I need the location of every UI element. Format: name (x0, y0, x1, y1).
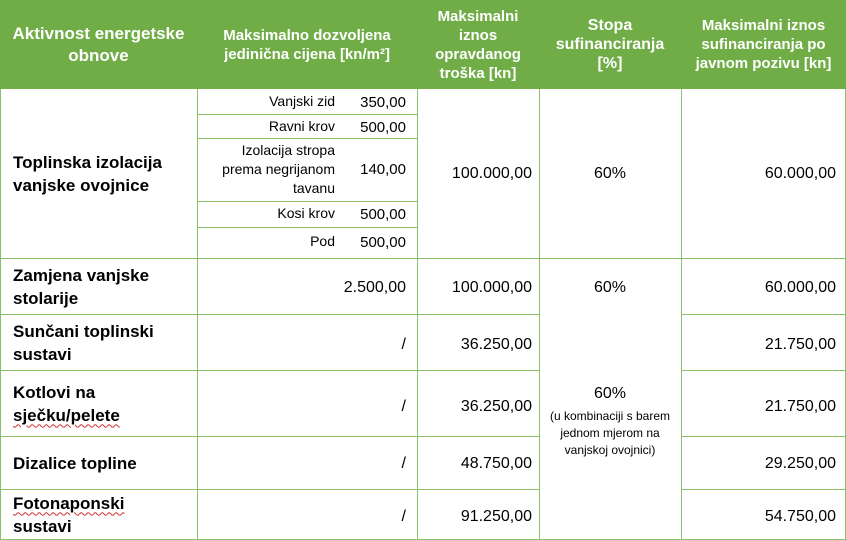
max-subsidy: 54.750,00 (764, 508, 836, 525)
activity-label-line: Fotonaponski (13, 493, 125, 513)
grid-line (681, 489, 846, 490)
shared-rate-note: (u kombinaciji s barem jednom mjerom na vanjskoj ovojnici) (549, 409, 671, 457)
grid-line (197, 138, 417, 139)
activity-label-line: sječku/pelete (13, 405, 120, 425)
sub-item-price: 350,00 (360, 94, 406, 111)
grid-line (681, 370, 846, 371)
activity-label: Toplinska izolacija vanjske ovojnice (13, 152, 162, 195)
unit-price: / (401, 455, 406, 472)
activity-label-line: Kotlovi na (13, 382, 96, 402)
unit-price: 2.500,00 (343, 279, 406, 296)
grid-line (197, 227, 417, 228)
sub-item-price: 500,00 (360, 206, 406, 223)
max-cost: 36.250,00 (460, 398, 532, 415)
unit-price: / (401, 336, 406, 353)
unit-price: / (401, 508, 406, 525)
grid-line (681, 436, 846, 437)
grid-line (681, 314, 846, 315)
max-subsidy: 29.250,00 (764, 455, 836, 472)
sub-item-price: 500,00 (360, 234, 406, 251)
activity-label: Zamjena vanjske stolarije (13, 265, 150, 308)
header-activity: Aktivnost energetske obnove (12, 23, 185, 65)
header-max-subsidy: Maksimalni iznos sufinanciranja po javnom pozivu [kn] (695, 17, 832, 72)
activity-label (13, 490, 188, 539)
sub-item-label: Ravni krov (268, 118, 335, 134)
header-rate: Stopa sufinanciranja [%] (555, 17, 665, 72)
sub-item-price: 140,00 (360, 161, 406, 178)
max-subsidy: 21.750,00 (764, 398, 836, 415)
sub-item-label: Kosi krov (277, 205, 335, 221)
max-subsidy: 21.750,00 (764, 336, 836, 353)
activity-label (13, 371, 188, 436)
grid-line (197, 114, 417, 115)
max-cost: 48.750,00 (460, 455, 532, 472)
sub-item-price: 500,00 (360, 119, 406, 136)
grid-line (539, 89, 540, 540)
max-cost: 100.000,00 (451, 279, 532, 296)
activity-label: Sunčani toplinski sustavi (13, 321, 154, 364)
max-cost: 91.250,00 (460, 508, 532, 525)
grid-line (197, 201, 417, 202)
max-subsidy: 60.000,00 (764, 279, 836, 296)
shared-rate-value: 60% (593, 385, 627, 402)
rate-value: 60% (593, 165, 627, 182)
max-cost: 100.000,00 (451, 165, 532, 182)
activity-label-line: sustavi (13, 516, 72, 536)
sub-item-label: Vanjski zid (269, 93, 335, 109)
activity-label: Dizalice topline (13, 453, 137, 473)
header-unit-price: Maksimalno dozvoljena jedinična cijena [kn/m²] (223, 26, 391, 63)
header-max-cost: Maksimalni iznos opravdanog troška [kn] (435, 7, 521, 82)
max-subsidy: 60.000,00 (764, 165, 836, 182)
unit-price: / (401, 398, 406, 415)
rate-value: 60% (593, 279, 627, 296)
sub-item-label: Pod (310, 233, 335, 249)
sub-item-label: Izolacija stropa prema negrijanom tavanu (222, 142, 335, 196)
max-cost: 36.250,00 (460, 336, 532, 353)
